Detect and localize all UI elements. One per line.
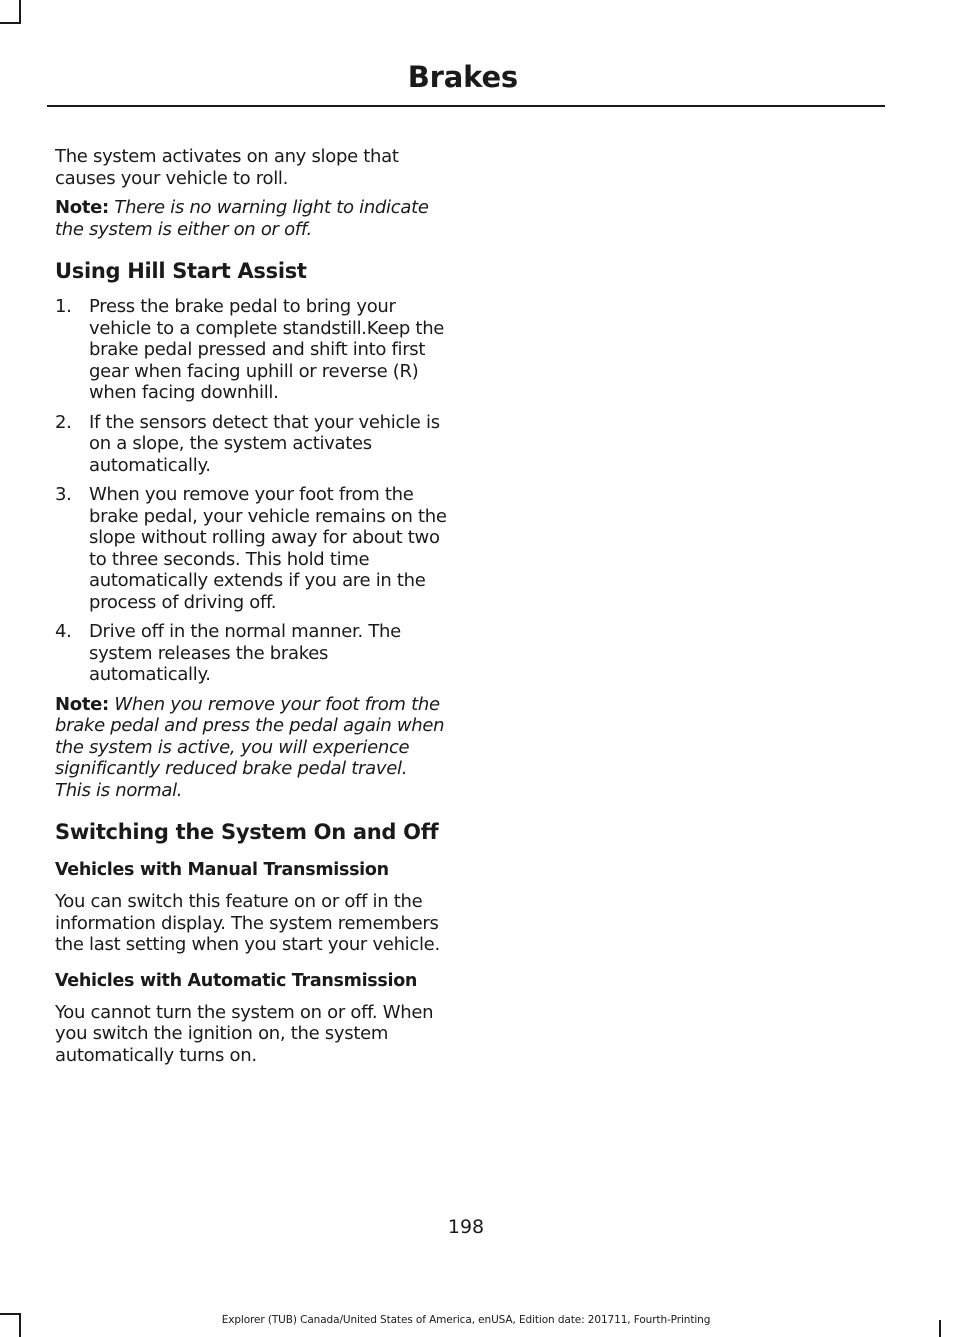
subheading-automatic-transmission: Vehicles with Automatic Transmission [55,970,418,991]
note-paragraph-2 [55,694,448,802]
note-text: There is no warning light to indicate the system is either on or off. [55,197,429,240]
step-text: When you remove your foot from the brake pedal, your vehicle remains on the slope without rolling away for about two to three seconds. This hold time automatically extends if you are in the process of driving off. [89,484,447,613]
section-heading-using-hill-start-assist: Using Hill Start Assist [55,259,307,283]
steps-list [55,296,448,686]
step-number: 2. [55,411,72,433]
step-number: 3. [55,484,72,505]
list-item [55,484,448,613]
step-number: 1. [55,296,72,317]
page-header-title: Brakes [407,60,518,94]
crop-mark-bottom-right-v [939,1320,941,1337]
crop-mark-top-left-h [0,22,20,24]
header-rule [47,105,885,107]
note-label: Note: [55,693,109,715]
step-text: Drive off in the normal manner. The system releases the brakes automatically. [89,621,401,685]
list-item [55,621,448,686]
note-label: Note: [55,197,109,218]
step-number: 4. [55,621,72,642]
manual-transmission-paragraph: You can switch this feature on or off in the information display. The system remembers the last setting when you start your vehicle. [55,891,440,955]
main-content [55,146,448,1074]
page-number: 198 [447,1216,485,1238]
automatic-transmission-paragraph: You cannot turn the system on or off. When you switch the ignition on, the system automatically turns on. [55,1001,434,1066]
step-text: Press the brake pedal to bring your vehicle to a complete standstill.Keep the brake pedal pressed and shift into first gear when facing uphill or reverse (R) when facing downhill. [89,296,445,403]
crop-mark-top-left-v [19,0,21,24]
subheading-manual-transmission: Vehicles with Manual Transmission [55,860,389,880]
note-paragraph-1 [55,197,448,240]
section-heading-switching-system: Switching the System On and Off [55,820,439,844]
footer-edition-info: Explorer (TUB) Canada/United States of America, enUSA, Edition date: 201711, Fourth-Printing [221,1314,711,1326]
note-text: When you remove your foot from the brake pedal and press the pedal again when the system is active, you will experience significantly reduced brake pedal travel. This is normal. [55,693,445,801]
intro-paragraph: The system activates on any slope that causes your vehicle to roll. [55,146,399,189]
list-item [55,296,448,404]
step-text: If the sensors detect that your vehicle is on a slope, the system activates automatically. [89,411,440,476]
list-item [55,412,448,477]
